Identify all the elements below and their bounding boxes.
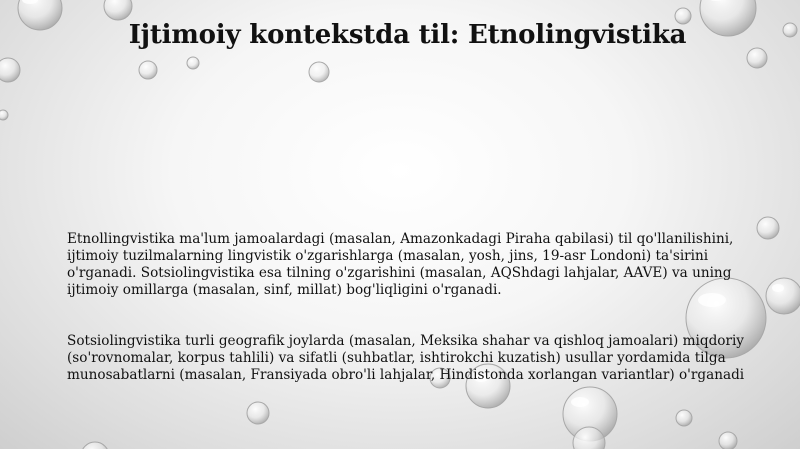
paragraph-ethnolinguistics: Etnollingvistika ma'lum jamoalardagi (masalan, Amazonkadagi Piraha qabilasi) til qo'llanilishini, ijtimoiy tuzilmalarning lingvistik o'zgarishlarga (masalan, yosh, jins, 19-asr Londoni) ta'sirini o'rganadi. Sotsiolingvistika esa tilning o'zgarishini (masalan, AQShdagi lahjalar, AAVE) va uning ijtimoiy omillarga (masalan, sinf, millat) bog'liqligini o'rganadi.	[67, 231, 734, 298]
paragraph-sociolinguistics: Sotsiolingvistika turli geografik joylarda (masalan, Meksika shahar va qishloq jamoalari) miqdoriy (so'rovnomalar, korpus tahlili) va sifatli (suhbatlar, ishtirokchi kuzatish) usullar yordamida tilga munosabatlarni (masalan, Fransiyada obro'li lahjalar, Hindistonda xorlangan variantlar) o'rganadi	[67, 333, 745, 383]
slide-title: Ijtimoiy kontekstda til: Etnolingvistika	[128, 20, 687, 50]
